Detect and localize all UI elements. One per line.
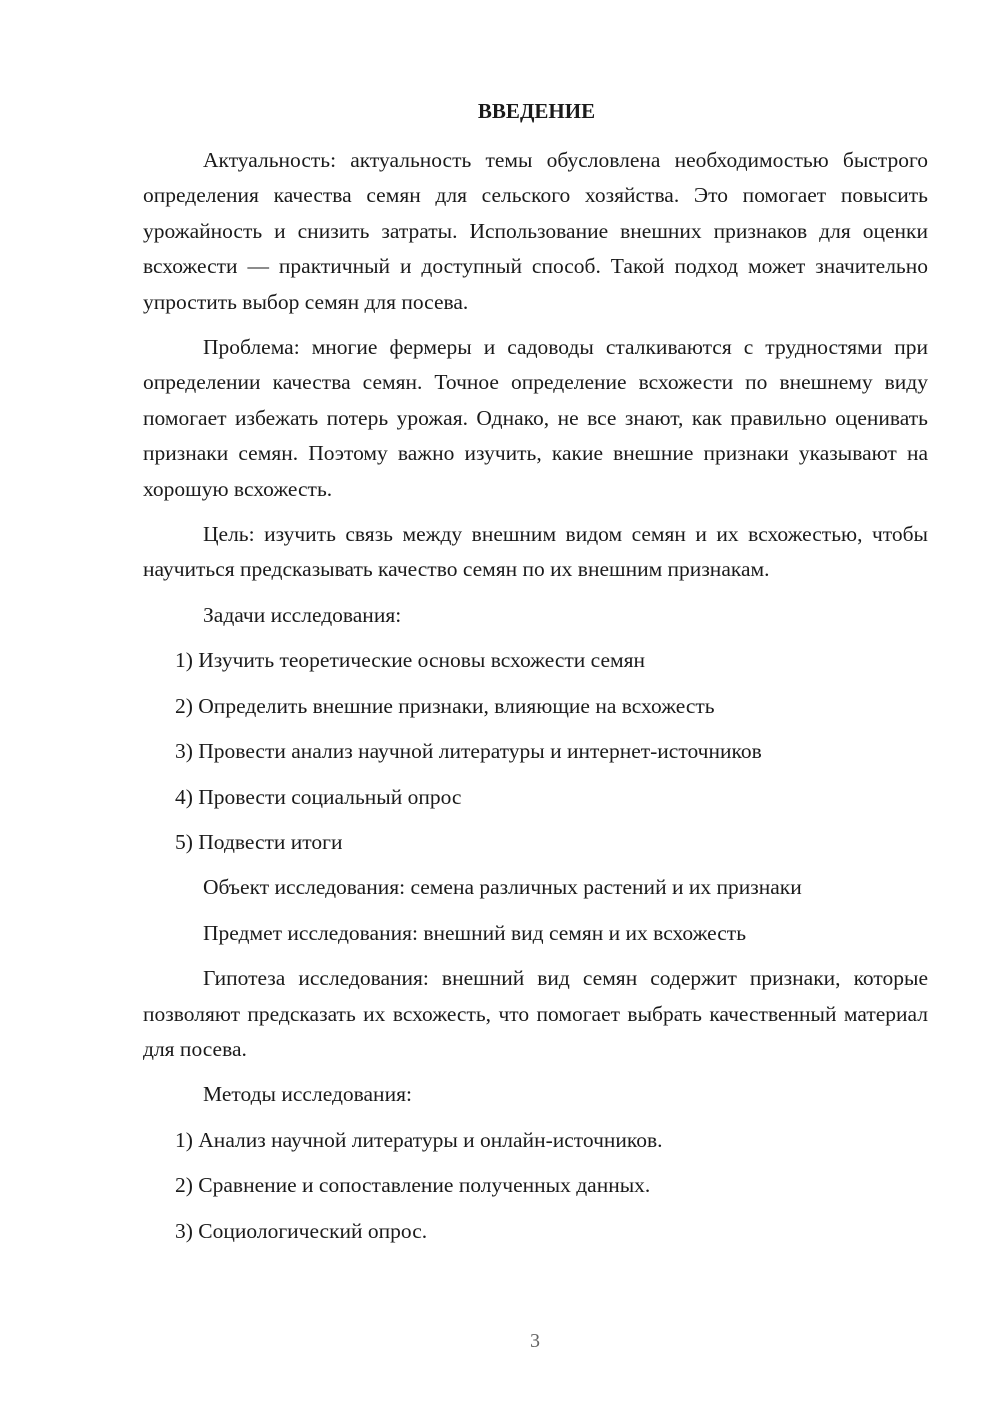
- task-item: 4) Провести социальный опрос: [175, 784, 462, 809]
- method-item: 3) Социологический опрос.: [175, 1218, 428, 1243]
- goal-paragraph: Цель: изучить связь между внешним видом семян и их всхожестью, чтобы научиться предсказывать качество семян по их внешним признакам.: [143, 522, 928, 582]
- methods-heading: Методы исследования:: [203, 1082, 412, 1107]
- object-line: Объект исследования: семена различных растений и их признаки: [203, 875, 802, 900]
- method-item: 1) Анализ научной литературы и онлайн-источников.: [175, 1127, 663, 1152]
- subject-line: Предмет исследования: внешний вид семян и их всхожесть: [203, 920, 747, 945]
- task-item: 3) Провести анализ научной литературы и интернет-источников: [175, 739, 762, 764]
- problem-paragraph: Проблема: многие фермеры и садоводы сталкиваются с трудностями при определении качества семян. Точное определение всхожести по внешнему виду помогает избежать потерь урожая. Однако, не все знают, как правильно оценивать признаки семян. Поэтому важно изучить, какие внешние признаки указывают на хорошую всхожесть.: [143, 335, 928, 501]
- hypothesis-paragraph: Гипотеза исследования: внешний вид семян содержит признаки, которые позволяют предсказать их всхожесть, что помогает выбрать качественный материал для посева.: [143, 966, 928, 1061]
- page-title: ВВЕДЕНИЕ: [477, 99, 596, 123]
- task-item: 2) Определить внешние признаки, влияющие на всхожесть: [175, 693, 715, 718]
- page-number: 3: [530, 1330, 540, 1352]
- task-item: 5) Подвести итоги: [175, 829, 343, 854]
- relevance-paragraph: Актуальность: актуальность темы обусловлена необходимостью быстрого определения качества семян для сельского хозяйства. Это помогает повысить урожайность и снизить затраты. Использование внешних признаков для оценки всхожести — практичный и доступный способ. Такой подход может значительно упростить выбор семян для посева.: [143, 148, 928, 314]
- tasks-heading: Задачи исследования:: [203, 602, 402, 627]
- method-item: 2) Сравнение и сопоставление полученных данных.: [175, 1173, 651, 1198]
- task-item: 1) Изучить теоретические основы всхожести семян: [175, 648, 645, 673]
- document-page: [143, 95, 928, 1259]
